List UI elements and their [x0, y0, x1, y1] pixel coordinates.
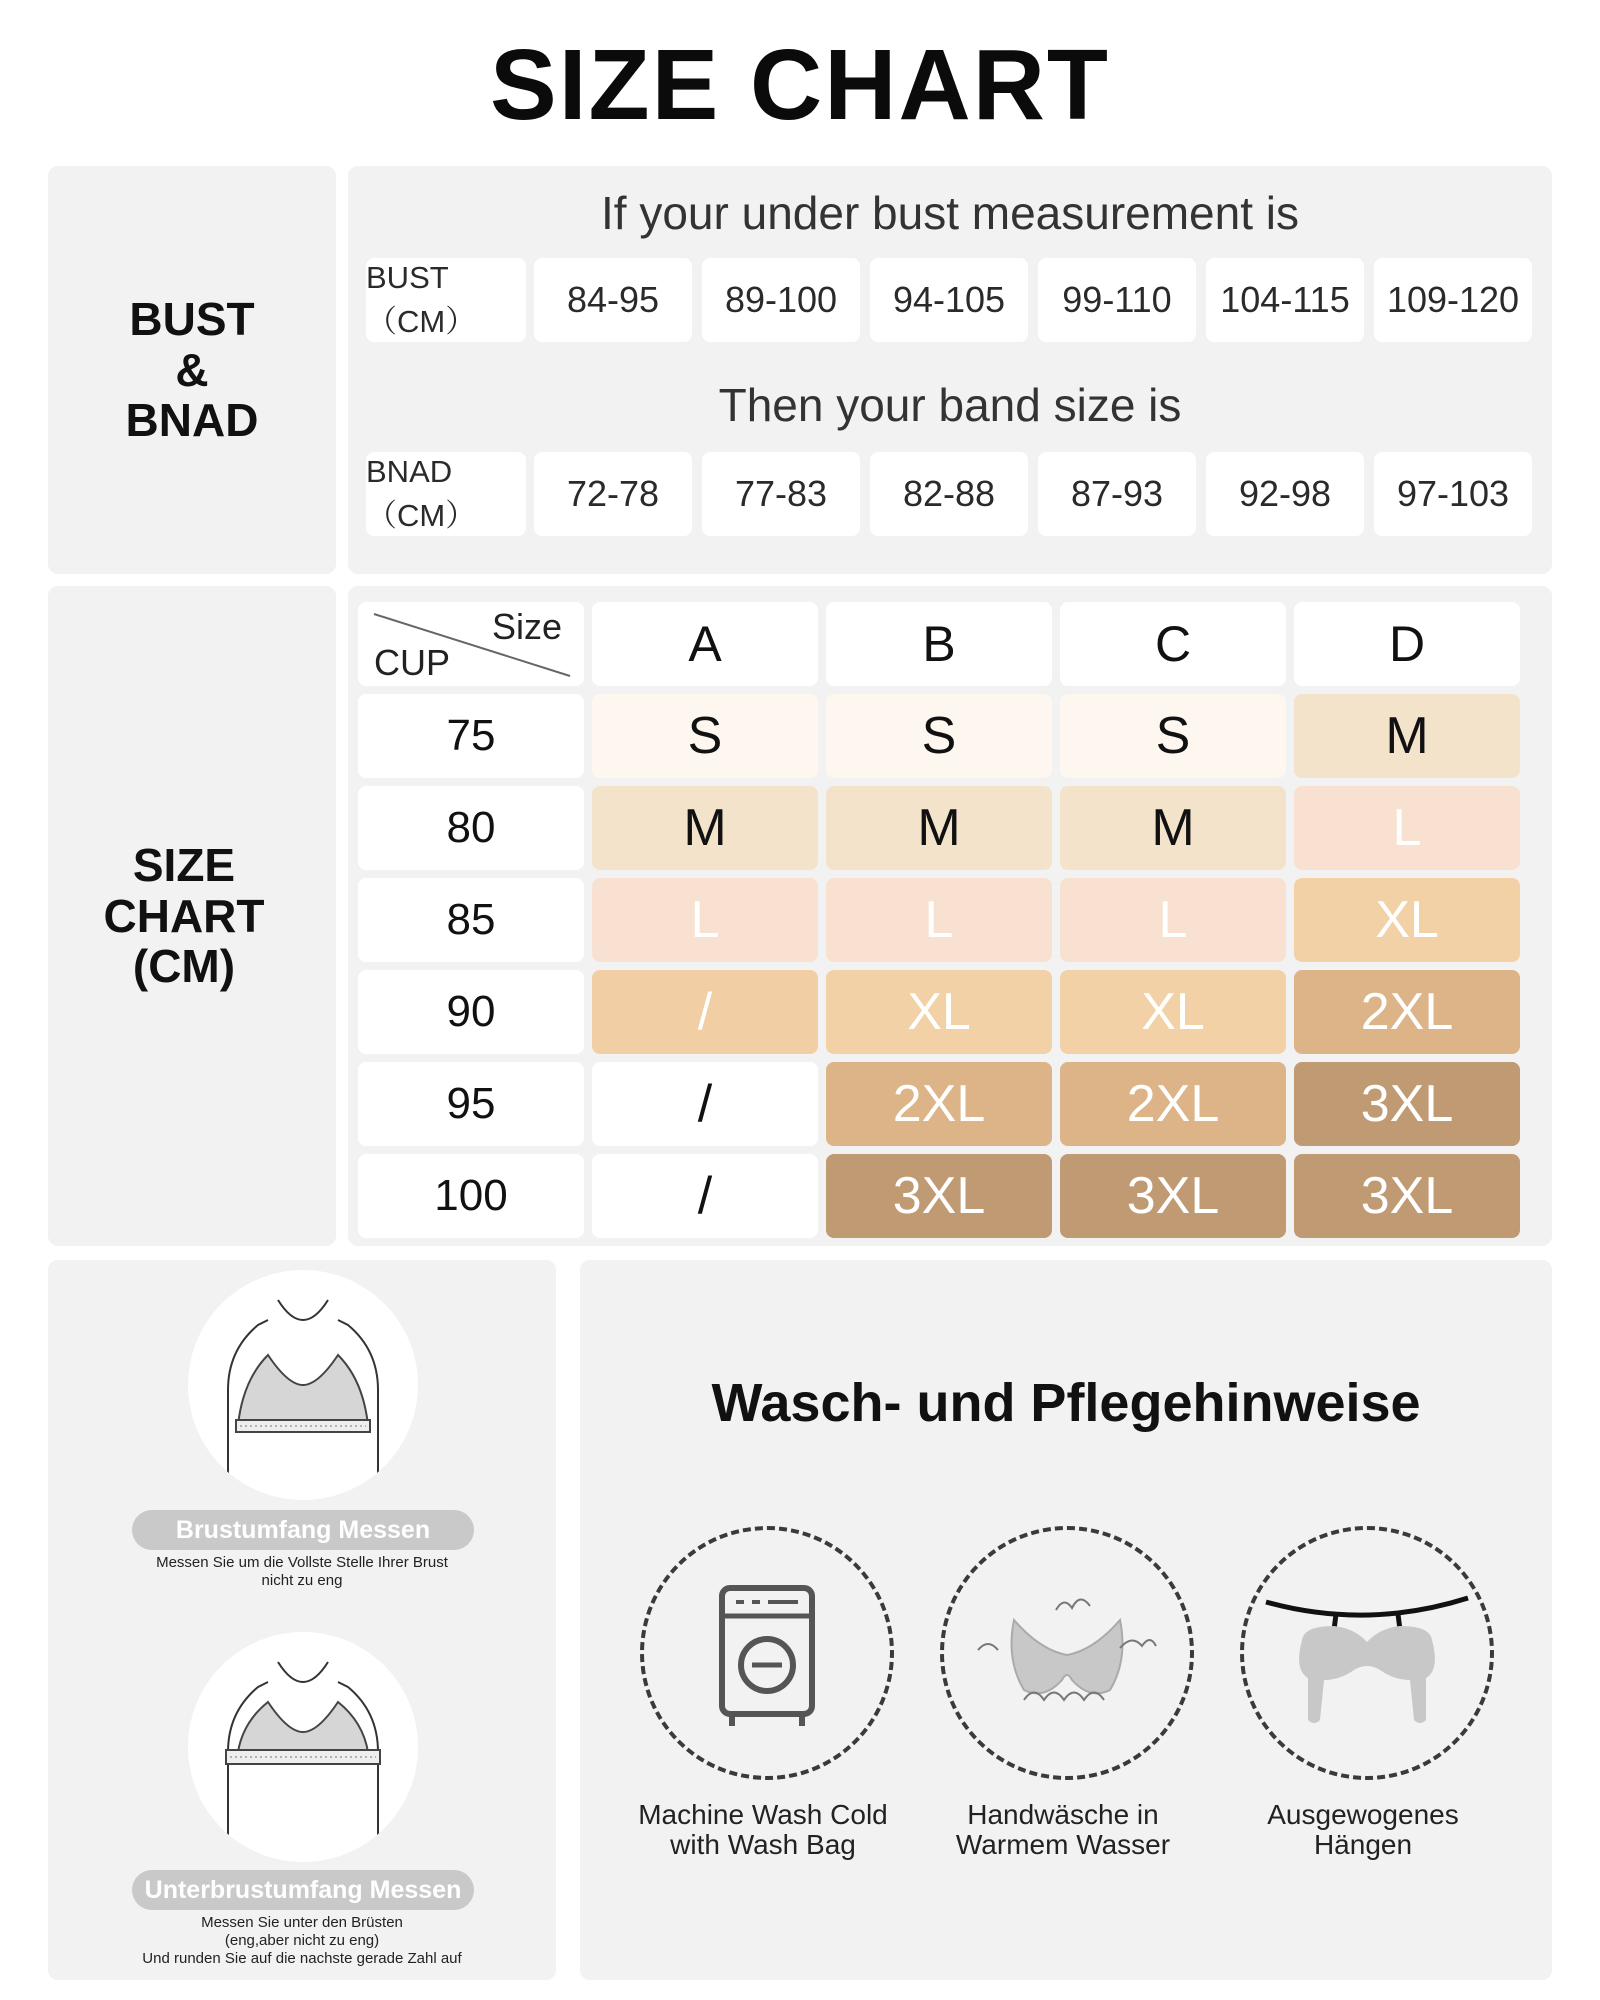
cup-header: A	[592, 602, 818, 686]
size-cell: L	[826, 878, 1052, 962]
hang-dry-icon	[1240, 1526, 1494, 1780]
caption-line: Messen Sie um die Vollste Stelle Ihrer Brust	[156, 1554, 448, 1571]
size-cell: XL	[826, 970, 1052, 1054]
size-cell: S	[826, 694, 1052, 778]
band-size-label: 80	[358, 786, 584, 870]
size-cell: L	[1294, 786, 1520, 870]
size-cell: /	[592, 1154, 818, 1238]
corner-cup-label: CUP	[374, 642, 451, 683]
band-size-label: 95	[358, 1062, 584, 1146]
bust-measure-caption	[48, 1554, 556, 1590]
band-row-label: BNAD（CM）	[366, 452, 526, 536]
cup-header: B	[826, 602, 1052, 686]
size-cell: XL	[1294, 878, 1520, 962]
care-label-line: Machine Wash Cold	[638, 1799, 888, 1830]
bust-measure-illustration	[188, 1270, 418, 1500]
size-cell: L	[1060, 878, 1286, 962]
band-size-label: 90	[358, 970, 584, 1054]
measure-panel	[48, 1260, 556, 1980]
bust-value-cell: 89-100	[702, 258, 860, 342]
page-title: SIZE CHART	[490, 29, 1110, 141]
bust-measure-pill: Brustumfang Messen	[132, 1510, 474, 1550]
size-cell: 2XL	[826, 1062, 1052, 1146]
bust-value-cell: 109-120	[1374, 258, 1532, 342]
care-label-handwash	[913, 1800, 1213, 1860]
corner-header	[358, 602, 584, 686]
bust-value-cell: 94-105	[870, 258, 1028, 342]
underbust-measure-caption	[48, 1914, 556, 1968]
cup-header: C	[1060, 602, 1286, 686]
bust-band-label	[48, 166, 336, 574]
size-cell: 3XL	[826, 1154, 1052, 1238]
size-cell: 2XL	[1294, 970, 1520, 1054]
care-panel	[580, 1260, 1552, 1980]
bust-value-cell: 84-95	[534, 258, 692, 342]
bust-band-panel	[348, 166, 1552, 574]
care-label-wash	[613, 1800, 913, 1860]
bust-row-label: BUST（CM）	[366, 258, 526, 342]
size-cell: 2XL	[1060, 1062, 1286, 1146]
care-label-line: Hängen	[1313, 1829, 1413, 1860]
bust-label-line: BUST	[129, 293, 255, 346]
caption-line: (eng,aber nicht zu eng)	[224, 1932, 380, 1949]
size-cell: XL	[1060, 970, 1286, 1054]
band-size-label: 100	[358, 1154, 584, 1238]
caption-line: Messen Sie unter den Brüsten	[201, 1914, 403, 1931]
washing-machine-icon	[640, 1526, 894, 1780]
size-cell: L	[592, 878, 818, 962]
band-value-cell: 72-78	[534, 452, 692, 536]
size-grid-panel	[348, 586, 1552, 1246]
size-cell: S	[592, 694, 818, 778]
bust-label-line: BNAD	[125, 394, 259, 447]
size-cell: M	[826, 786, 1052, 870]
care-label-line: Handwäsche in	[967, 1799, 1159, 1830]
hand-wash-icon	[940, 1526, 1194, 1780]
care-label-line: with Wash Bag	[670, 1829, 856, 1860]
band-value-cell: 87-93	[1038, 452, 1196, 536]
bust-label-line: &	[175, 343, 209, 396]
cup-header: D	[1294, 602, 1520, 686]
size-cell: M	[1060, 786, 1286, 870]
caption-line: Und runden Sie auf die nachste gerade Zahl auf	[142, 1950, 462, 1967]
band-value-cell: 82-88	[870, 452, 1028, 536]
size-cell: /	[592, 970, 818, 1054]
band-value-cell: 77-83	[702, 452, 860, 536]
band-value-cell: 97-103	[1374, 452, 1532, 536]
size-cell: /	[592, 1062, 818, 1146]
size-label-line: (CM)	[132, 940, 236, 993]
band-size-label: 75	[358, 694, 584, 778]
underbust-measure-pill: Unterbrustumfang Messen	[132, 1870, 474, 1910]
band-heading: Then your band size is	[718, 379, 1182, 431]
band-size-label: 85	[358, 878, 584, 962]
corner-size-label: Size	[491, 606, 562, 647]
care-label-line: Warmem Wasser	[955, 1829, 1171, 1860]
care-label-line: Ausgewogenes	[1267, 1799, 1459, 1830]
size-cell: S	[1060, 694, 1286, 778]
bust-heading: If your under bust measurement is	[601, 187, 1299, 239]
size-chart-label	[40, 586, 328, 1246]
size-cell: 3XL	[1294, 1062, 1520, 1146]
size-cell: M	[592, 786, 818, 870]
band-value-cell: 92-98	[1206, 452, 1364, 536]
bust-value-cell: 104-115	[1206, 258, 1364, 342]
size-label-line: CHART	[103, 889, 265, 942]
size-label-line: SIZE	[132, 839, 236, 892]
size-cell: 3XL	[1060, 1154, 1286, 1238]
size-cell: 3XL	[1294, 1154, 1520, 1238]
size-cell: M	[1294, 694, 1520, 778]
underbust-measure-illustration	[188, 1632, 418, 1862]
caption-line: nicht zu eng	[261, 1572, 343, 1589]
care-title: Wasch- und Pflegehinweise	[711, 1373, 1421, 1433]
bust-value-cell: 99-110	[1038, 258, 1196, 342]
care-label-hang	[1213, 1800, 1513, 1860]
